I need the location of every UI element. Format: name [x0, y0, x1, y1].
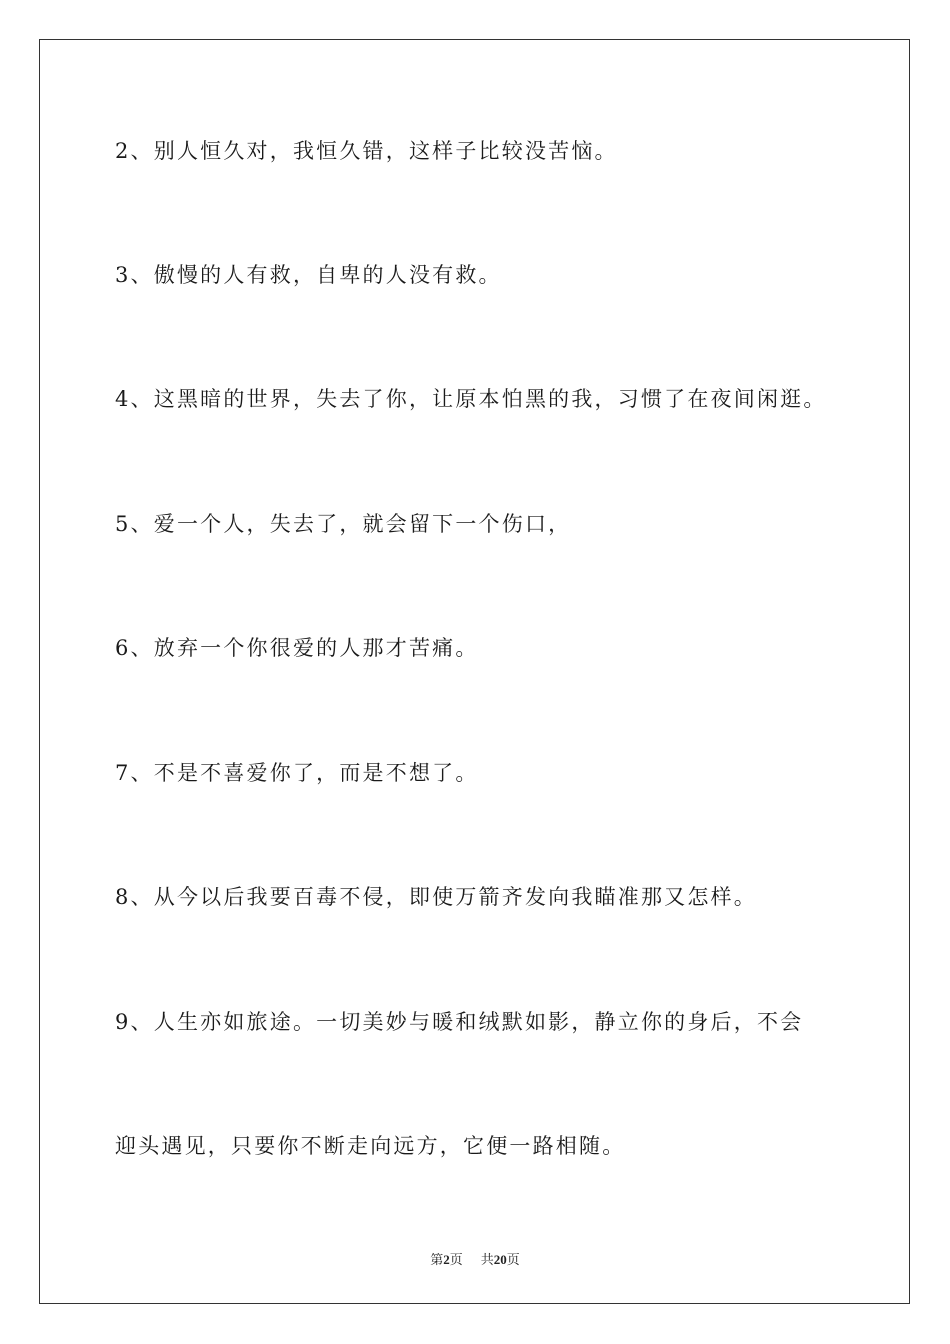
text-line-8: 9、人生亦如旅途。一切美妙与暖和绒默如影，静立你的身后，不会 — [115, 1010, 804, 1034]
page-suffix: 页 — [449, 1252, 463, 1267]
text-line-4: 5、爱一个人，失去了，就会留下一个伤口， — [115, 512, 572, 536]
text-line-3: 4、这黑暗的世界，失去了你，让原本怕黑的我，习惯了在夜间闲逛。 — [115, 387, 827, 411]
total-pages: 20 — [493, 1252, 507, 1267]
page-number: 2 — [443, 1252, 450, 1267]
page-prefix: 第 — [430, 1252, 444, 1267]
total-suffix: 页 — [506, 1252, 520, 1267]
text-line-6: 7、不是不喜爱你了，而是不想了。 — [115, 761, 479, 785]
text-line-5: 6、放弃一个你很爱的人那才苦痛。 — [115, 636, 479, 660]
text-line-9: 迎头遇见，只要你不断走向远方，它便一路相随。 — [115, 1134, 626, 1158]
page-footer — [0, 1249, 950, 1268]
text-line-7: 8、从今以后我要百毒不侵，即使万箭齐发向我瞄准那又怎样。 — [115, 885, 757, 909]
page-border — [39, 39, 910, 1304]
text-line-2: 3、傲慢的人有救，自卑的人没有救。 — [115, 263, 502, 287]
text-line-1: 2、别人恒久对，我恒久错，这样子比较没苦恼。 — [115, 139, 618, 163]
total-prefix: 共 — [480, 1252, 494, 1267]
